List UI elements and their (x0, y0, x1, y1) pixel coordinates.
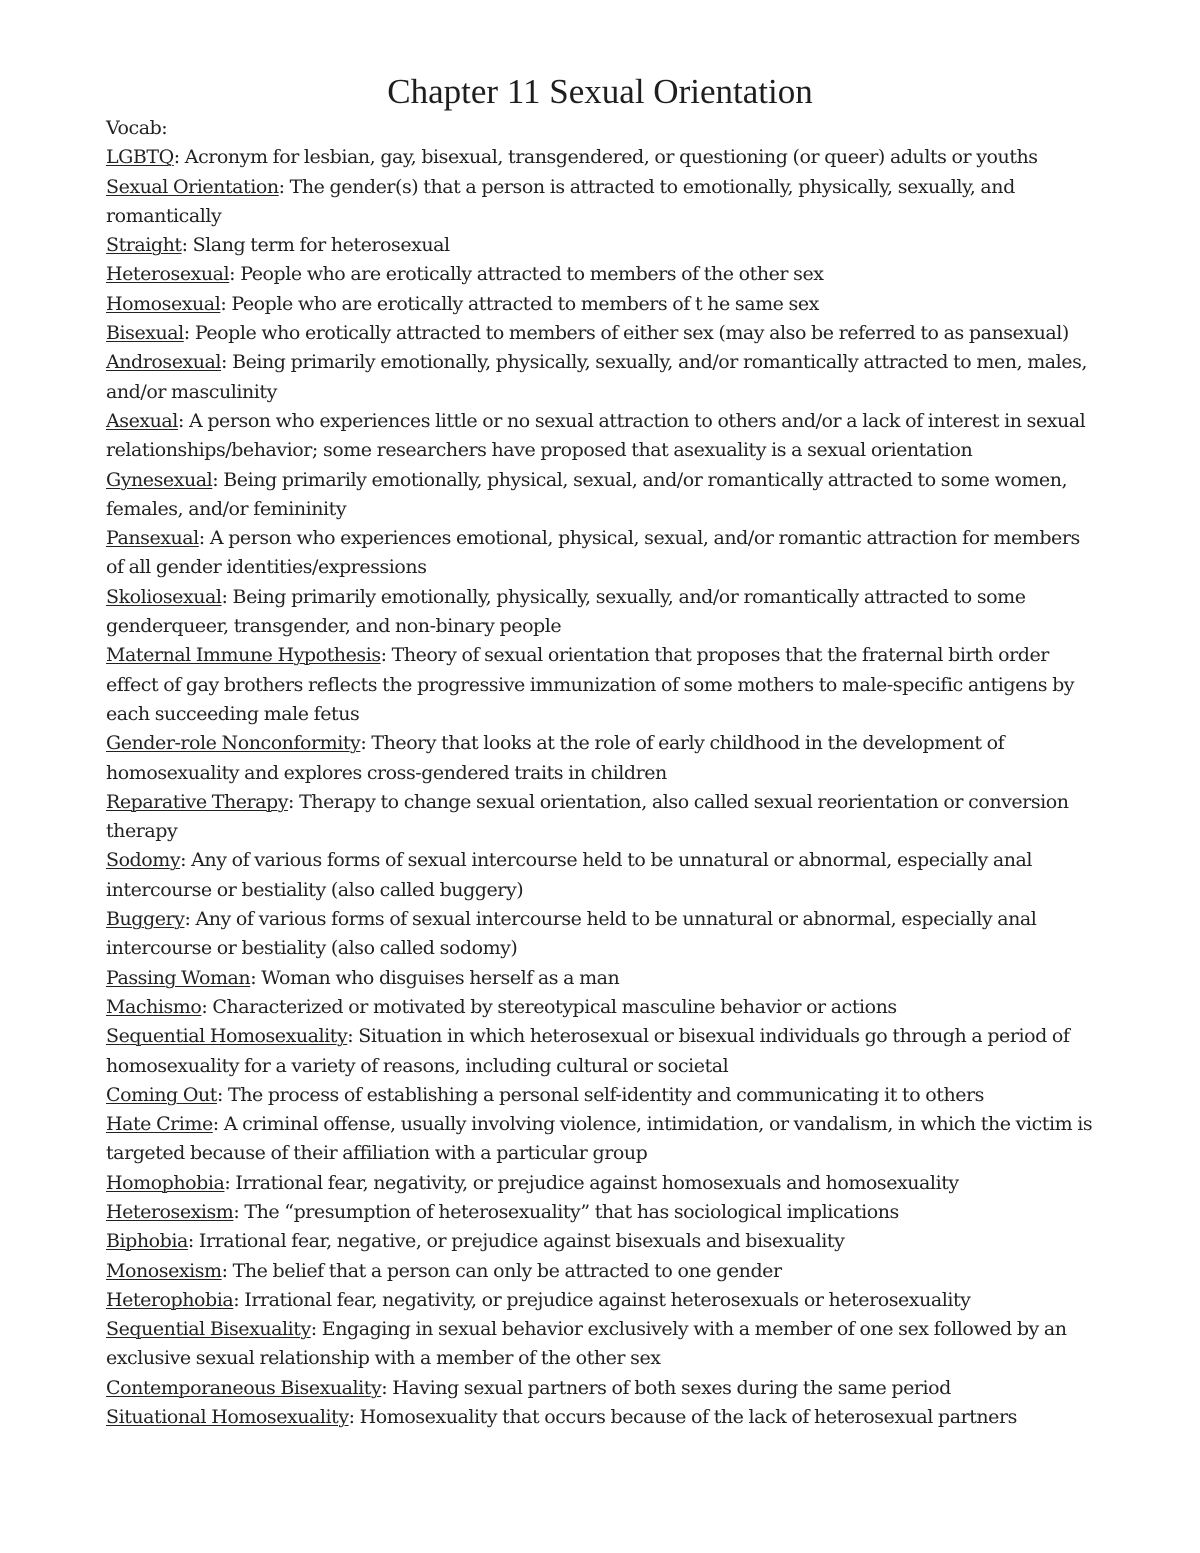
vocab-definition: : Being primarily emotionally, physical, sexual, and/or romantically attracted to some women, females, and/or femininity (106, 468, 1068, 520)
vocab-definition: : People who erotically attracted to members of either sex (may also be referred to as pansexual) (183, 322, 1069, 345)
vocab-entry (106, 466, 1096, 525)
vocab-definition: : Having sexual partners of both sexes during the same period (381, 1376, 951, 1399)
vocab-term: Contemporaneous Bisexuality (106, 1376, 382, 1399)
vocab-term: Homosexual (106, 292, 221, 315)
vocab-term: Skoliosexual (106, 585, 222, 608)
vocab-entry (106, 1227, 1096, 1256)
vocab-definition: : A criminal offense, usually involving violence, intimidation, or vandalism, in which the victim is targeted because of their affiliation with a particular group (106, 1113, 1093, 1165)
vocab-definition: : Any of various forms of sexual intercourse held to be unnatural or abnormal, especially anal intercourse or bestiality (also called sodomy) (106, 908, 1037, 960)
vocab-entry (106, 729, 1096, 788)
vocab-definition: : Irrational fear, negative, or prejudice against bisexuals and bisexuality (187, 1230, 845, 1253)
vocab-term: Monosexism (106, 1259, 222, 1282)
vocab-term: Sequential Homosexuality (106, 1025, 348, 1048)
vocab-term: Heterophobia (106, 1288, 234, 1311)
vocab-entry (106, 319, 1096, 348)
vocab-definition: : Theory that looks at the role of early childhood in the development of homosexuality and explores cross-gendered traits in children (106, 732, 1005, 784)
vocab-entry (106, 1374, 1096, 1403)
vocab-entry (106, 1198, 1096, 1227)
vocab-entry (106, 1081, 1096, 1110)
vocab-term: Biphobia (106, 1230, 188, 1253)
vocab-definition: : Being primarily emotionally, physically, sexually, and/or romantically attracted to men, males, and/or masculinity (106, 351, 1087, 403)
vocab-definition: : Homosexuality that occurs because of the lack of heterosexual partners (348, 1406, 1017, 1429)
vocab-term: Heterosexism (106, 1200, 234, 1223)
vocab-entry (106, 964, 1096, 993)
vocab-entry (106, 846, 1096, 905)
vocab-section (106, 114, 1096, 1432)
vocab-definition: : Irrational fear, negativity, or prejudice against homosexuals and homosexuality (224, 1171, 959, 1194)
vocab-entry (106, 1403, 1096, 1432)
vocab-definition: : The “presumption of heterosexuality” that has sociological implications (233, 1200, 899, 1223)
vocab-entry (106, 788, 1096, 847)
vocab-term: Homophobia (106, 1171, 225, 1194)
vocab-definition: : Characterized or motivated by stereotypical masculine behavior or actions (201, 995, 897, 1018)
vocab-term: Sodomy (106, 849, 181, 872)
vocab-term: Gender-role Nonconformity (106, 732, 361, 755)
vocab-entry (106, 143, 1096, 172)
vocab-term: Gynesexual (106, 468, 213, 491)
vocab-term: Maternal Immune Hypothesis (106, 644, 381, 667)
vocab-entry (106, 260, 1096, 289)
vocab-definition: : The belief that a person can only be attracted to one gender (221, 1259, 782, 1282)
vocab-term: Straight (106, 234, 182, 257)
vocab-term: Passing Woman (106, 966, 251, 989)
vocab-term: LGBTQ (106, 146, 174, 169)
vocab-definition: : A person who experiences emotional, physical, sexual, and/or romantic attraction for members of all gender identities/expressions (106, 527, 1080, 579)
vocab-entry (106, 641, 1096, 729)
vocab-term: Situational Homosexuality (106, 1406, 349, 1429)
vocab-entry (106, 583, 1096, 642)
vocab-label: Vocab: (106, 117, 168, 139)
vocab-definition: : Being primarily emotionally, physically, sexually, and/or romantically attracted to some genderqueer, transgender, and non-binary people (106, 585, 1026, 638)
vocab-definition: : A person who experiences little or no sexual attraction to others and/or a lack of interest in sexual relationships/behavior; some researchers have proposed that asexuality is a sexual orientation (106, 409, 1086, 462)
vocab-definition: : Situation in which heterosexual or bisexual individuals go through a period of homosexuality for a variety of reasons, including cultural or societal (106, 1025, 1070, 1077)
vocab-definition: : Therapy to change sexual orientation, also called sexual reorientation or conversion therapy (106, 790, 1069, 843)
vocab-entry (106, 407, 1096, 466)
vocab-entry (106, 231, 1096, 260)
vocab-definition: : Irrational fear, negativity, or prejudice against heterosexuals or heterosexuality (233, 1288, 971, 1311)
vocab-term: Pansexual (106, 527, 199, 550)
vocab-term: Sexual Orientation (106, 175, 279, 198)
vocab-definition: : Theory of sexual orientation that proposes that the fraternal birth order effect of gay brothers reflects the progressive immunization of some mothers to male-specific antigens by each succeeding male fetus (106, 644, 1075, 725)
vocab-entry (106, 173, 1096, 232)
vocab-term: Heterosexual (106, 263, 230, 286)
vocab-definition: : People who are erotically attracted to members of the other sex (229, 263, 824, 286)
vocab-term: Asexual (106, 409, 178, 432)
vocab-definition: : The gender(s) that a person is attracted to emotionally, physically, sexually, and romantically (106, 175, 1015, 227)
vocab-entry (106, 348, 1096, 407)
vocab-definition: : Slang term for heterosexual (181, 234, 450, 257)
vocab-definition: : Woman who disguises herself as a man (250, 966, 620, 989)
vocab-entry (106, 1286, 1096, 1315)
vocab-entry (106, 1022, 1096, 1081)
vocab-term: Coming Out (106, 1083, 217, 1106)
page-title: Chapter 11 Sexual Orientation (387, 72, 813, 111)
vocab-definition: : People who are erotically attracted to members of t he same sex (220, 292, 819, 315)
vocab-definition: : The process of establishing a personal self-identity and communicating it to others (216, 1083, 984, 1106)
vocab-definition: : Engaging in sexual behavior exclusively with a member of one sex followed by an exclusive sexual relationship with a member of the other sex (106, 1318, 1067, 1370)
vocab-entry (106, 1315, 1096, 1374)
vocab-entry (106, 993, 1096, 1022)
vocab-entry (106, 290, 1096, 319)
vocab-term: Androsexual (106, 351, 222, 374)
vocab-term: Sequential Bisexuality (106, 1318, 311, 1341)
vocab-definition: : Acronym for lesbian, gay, bisexual, transgendered, or questioning (or queer) adults or youths (173, 146, 1038, 169)
vocab-term: Buggery (106, 908, 185, 931)
vocab-term: Reparative Therapy (106, 790, 289, 813)
vocab-term: Machismo (106, 995, 202, 1018)
vocab-definition: : Any of various forms of sexual intercourse held to be unnatural or abnormal, especially anal intercourse or bestiality (also called buggery) (106, 849, 1033, 901)
vocab-term: Bisexual (106, 322, 184, 345)
vocab-entry (106, 1257, 1096, 1286)
vocab-term: Hate Crime (106, 1113, 213, 1136)
vocab-entry (106, 1110, 1096, 1169)
vocab-entry (106, 905, 1096, 964)
vocab-list (106, 143, 1096, 1432)
vocab-entry (106, 1169, 1096, 1198)
vocab-entry (106, 524, 1096, 583)
